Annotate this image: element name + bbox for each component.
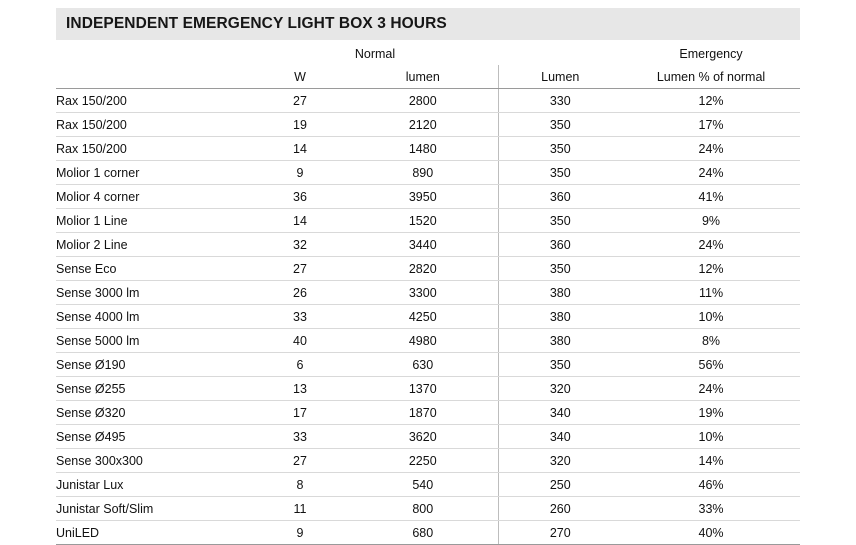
cell-lumen: 3440 — [348, 233, 498, 257]
emergency-light-table — [56, 42, 800, 545]
cell-product: Junistar Lux — [56, 473, 252, 497]
cell-product: Rax 150/200 — [56, 137, 252, 161]
table-row — [56, 521, 800, 545]
cell-lumen: 2800 — [348, 89, 498, 113]
group-header-spacer — [498, 42, 622, 65]
cell-percent: 24% — [622, 377, 800, 401]
cell-lumen: 890 — [348, 161, 498, 185]
cell-percent: 24% — [622, 233, 800, 257]
cell-watt: 9 — [252, 521, 348, 545]
column-header-percent: Lumen % of normal — [622, 65, 800, 89]
cell-product: Sense 3000 lm — [56, 281, 252, 305]
cell-product: Molior 1 corner — [56, 161, 252, 185]
cell-percent: 33% — [622, 497, 800, 521]
table-row — [56, 497, 800, 521]
cell-percent: 11% — [622, 281, 800, 305]
cell-percent: 10% — [622, 305, 800, 329]
table-row — [56, 425, 800, 449]
table-head — [56, 42, 800, 89]
cell-product: Sense 5000 lm — [56, 329, 252, 353]
title-bar — [56, 8, 800, 40]
table-body — [56, 89, 800, 545]
cell-emergency-lumen: 350 — [498, 209, 622, 233]
cell-emergency-lumen: 340 — [498, 425, 622, 449]
cell-lumen: 4980 — [348, 329, 498, 353]
cell-percent: 40% — [622, 521, 800, 545]
group-header-normal: Normal — [354, 46, 396, 61]
table-row — [56, 233, 800, 257]
table-row — [56, 473, 800, 497]
table-row — [56, 161, 800, 185]
cell-watt: 33 — [252, 305, 348, 329]
cell-emergency-lumen: 330 — [498, 89, 622, 113]
table-row — [56, 377, 800, 401]
cell-lumen: 1480 — [348, 137, 498, 161]
cell-percent: 10% — [622, 425, 800, 449]
cell-product: Sense 300x300 — [56, 449, 252, 473]
table-row — [56, 89, 800, 113]
cell-watt: 13 — [252, 377, 348, 401]
cell-emergency-lumen: 350 — [498, 353, 622, 377]
cell-emergency-lumen: 350 — [498, 137, 622, 161]
column-header-watt: W — [252, 65, 348, 89]
page-title: INDEPENDENT EMERGENCY LIGHT BOX 3 HOURS — [66, 15, 447, 32]
cell-emergency-lumen: 350 — [498, 161, 622, 185]
cell-watt: 40 — [252, 329, 348, 353]
cell-watt: 33 — [252, 425, 348, 449]
cell-lumen: 2120 — [348, 113, 498, 137]
table-row — [56, 113, 800, 137]
cell-watt: 32 — [252, 233, 348, 257]
cell-watt: 19 — [252, 113, 348, 137]
cell-percent: 19% — [622, 401, 800, 425]
cell-percent: 24% — [622, 137, 800, 161]
cell-emergency-lumen: 360 — [498, 185, 622, 209]
cell-product: Molior 1 Line — [56, 209, 252, 233]
cell-watt: 26 — [252, 281, 348, 305]
cell-watt: 27 — [252, 449, 348, 473]
cell-product: Sense 4000 lm — [56, 305, 252, 329]
cell-percent: 17% — [622, 113, 800, 137]
column-header-emergency-lumen: Lumen — [498, 65, 622, 89]
cell-emergency-lumen: 380 — [498, 329, 622, 353]
cell-product: Sense Ø190 — [56, 353, 252, 377]
cell-watt: 36 — [252, 185, 348, 209]
cell-product: Junistar Soft/Slim — [56, 497, 252, 521]
column-header-product — [56, 65, 252, 89]
group-header-emergency: Emergency — [679, 46, 743, 61]
cell-product: Sense Eco — [56, 257, 252, 281]
table-row — [56, 209, 800, 233]
cell-watt: 9 — [252, 161, 348, 185]
cell-product: Sense Ø255 — [56, 377, 252, 401]
cell-lumen: 3300 — [348, 281, 498, 305]
group-header-row — [56, 42, 800, 65]
cell-product: Sense Ø320 — [56, 401, 252, 425]
cell-emergency-lumen: 350 — [498, 257, 622, 281]
column-header-row — [56, 65, 800, 89]
table-row — [56, 257, 800, 281]
cell-product: UniLED — [56, 521, 252, 545]
cell-percent: 8% — [622, 329, 800, 353]
cell-lumen: 800 — [348, 497, 498, 521]
cell-percent: 46% — [622, 473, 800, 497]
cell-emergency-lumen: 270 — [498, 521, 622, 545]
table-row — [56, 281, 800, 305]
cell-watt: 27 — [252, 89, 348, 113]
cell-emergency-lumen: 320 — [498, 449, 622, 473]
cell-watt: 6 — [252, 353, 348, 377]
group-header-blank — [56, 42, 252, 65]
cell-emergency-lumen: 320 — [498, 377, 622, 401]
table-row — [56, 305, 800, 329]
cell-emergency-lumen: 350 — [498, 113, 622, 137]
cell-percent: 14% — [622, 449, 800, 473]
cell-lumen: 1870 — [348, 401, 498, 425]
cell-product: Rax 150/200 — [56, 89, 252, 113]
cell-percent: 9% — [622, 209, 800, 233]
cell-lumen: 540 — [348, 473, 498, 497]
cell-product: Molior 2 Line — [56, 233, 252, 257]
cell-lumen: 1370 — [348, 377, 498, 401]
cell-watt: 14 — [252, 209, 348, 233]
table-row — [56, 353, 800, 377]
cell-percent: 56% — [622, 353, 800, 377]
cell-emergency-lumen: 260 — [498, 497, 622, 521]
cell-emergency-lumen: 340 — [498, 401, 622, 425]
cell-watt: 27 — [252, 257, 348, 281]
cell-percent: 24% — [622, 161, 800, 185]
table-row — [56, 329, 800, 353]
cell-percent: 12% — [622, 89, 800, 113]
column-header-lumen: lumen — [348, 65, 498, 89]
cell-emergency-lumen: 380 — [498, 305, 622, 329]
cell-emergency-lumen: 360 — [498, 233, 622, 257]
cell-watt: 17 — [252, 401, 348, 425]
cell-emergency-lumen: 380 — [498, 281, 622, 305]
table-row — [56, 401, 800, 425]
cell-watt: 11 — [252, 497, 348, 521]
cell-percent: 41% — [622, 185, 800, 209]
table-row — [56, 185, 800, 209]
cell-lumen: 1520 — [348, 209, 498, 233]
cell-emergency-lumen: 250 — [498, 473, 622, 497]
cell-lumen: 2820 — [348, 257, 498, 281]
cell-lumen: 4250 — [348, 305, 498, 329]
cell-lumen: 2250 — [348, 449, 498, 473]
cell-watt: 8 — [252, 473, 348, 497]
table-row — [56, 449, 800, 473]
cell-lumen: 680 — [348, 521, 498, 545]
cell-product: Sense Ø495 — [56, 425, 252, 449]
cell-lumen: 630 — [348, 353, 498, 377]
cell-percent: 12% — [622, 257, 800, 281]
cell-product: Rax 150/200 — [56, 113, 252, 137]
cell-lumen: 3950 — [348, 185, 498, 209]
cell-watt: 14 — [252, 137, 348, 161]
cell-product: Molior 4 corner — [56, 185, 252, 209]
cell-lumen: 3620 — [348, 425, 498, 449]
table-row — [56, 137, 800, 161]
